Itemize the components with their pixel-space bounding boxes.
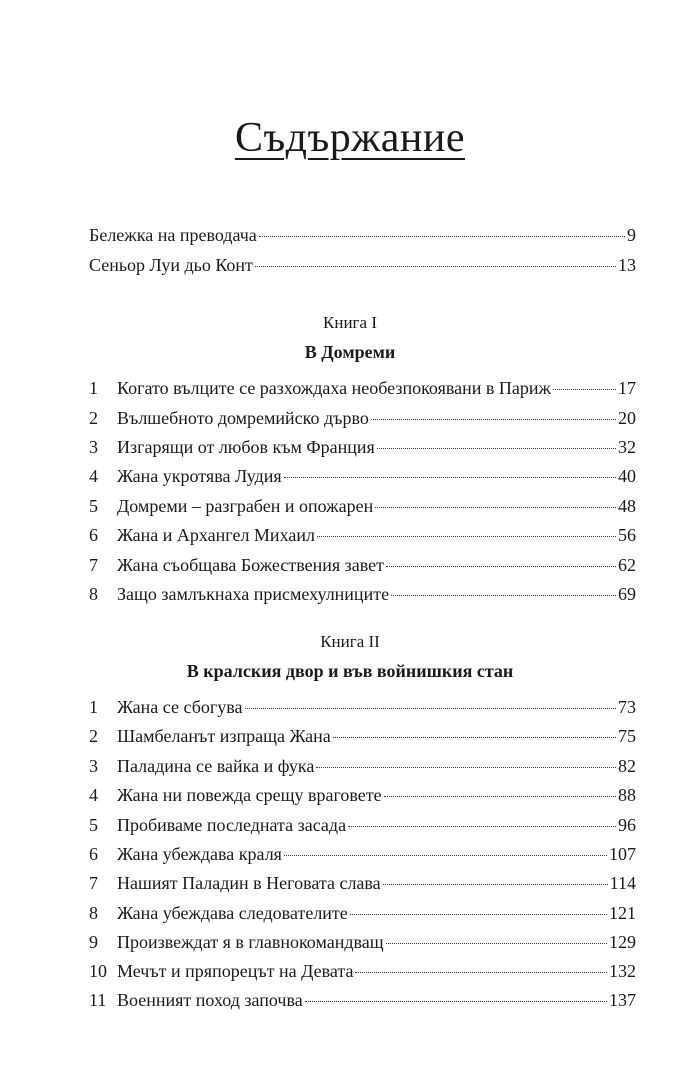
chapter-number: 11: [89, 990, 107, 1010]
chapter-page: 96: [618, 815, 636, 835]
book-title: В кралския двор и във войнишкия стан: [186, 661, 514, 681]
toc-chapter[interactable]: [89, 435, 636, 459]
chapter-title: Жана ни повежда срещу враговете: [117, 785, 382, 805]
toc-chapter[interactable]: [89, 783, 636, 807]
chapter-page: 82: [618, 756, 636, 776]
dot-leader: [245, 708, 617, 709]
chapter-number: 8: [89, 584, 98, 604]
chapter-page: 75: [618, 726, 636, 746]
toc-chapter[interactable]: [89, 582, 636, 606]
book-title: В Домреми: [304, 342, 396, 362]
chapter-number: 7: [89, 555, 98, 575]
chapter-page: 132: [609, 961, 636, 981]
chapter-title: Жана съобщава Божествения завет: [117, 555, 385, 575]
chapter-title: Жана и Архангел Михаил: [117, 525, 315, 545]
chapter-number: 10: [89, 961, 107, 981]
chapter-title: Вълшебното домремийско дърво: [117, 408, 369, 428]
toc-chapter[interactable]: [89, 406, 636, 430]
chapter-number: 3: [89, 437, 98, 457]
chapter-title: Когато вълците се разхождаха необезпокоявани в Париж: [117, 378, 551, 398]
book-label: Книга I: [323, 313, 377, 332]
chapter-number: 4: [89, 785, 98, 805]
page-title: Съдържание: [234, 115, 466, 161]
toc-entry-sieur-louis[interactable]: [89, 253, 636, 277]
toc-chapter[interactable]: [89, 871, 636, 895]
toc-chapter[interactable]: [89, 988, 636, 1012]
chapter-number: 1: [89, 378, 98, 398]
toc-chapter[interactable]: [89, 695, 636, 719]
chapter-page: 20: [618, 408, 636, 428]
chapter-title: Мечът и пряпорецът на Девата: [117, 961, 354, 981]
chapter-title: Жана убеждава краля: [117, 844, 282, 864]
toc-chapter[interactable]: [89, 959, 636, 983]
chapter-page: 88: [618, 785, 636, 805]
dot-leader: [348, 826, 616, 827]
chapter-number: 1: [89, 697, 98, 717]
chapter-page: 69: [618, 584, 636, 604]
dot-leader: [384, 796, 616, 797]
chapter-title: Шамбеланът изпраща Жана: [117, 726, 331, 746]
toc-chapter[interactable]: [89, 376, 636, 400]
toc-entry-title: Сеньор Луи дьо Конт: [89, 255, 253, 275]
chapter-number: 3: [89, 756, 98, 776]
dot-leader: [355, 972, 607, 973]
chapter-page: 107: [609, 844, 636, 864]
toc-chapter[interactable]: [89, 813, 636, 837]
dot-leader: [305, 1001, 607, 1002]
chapter-page: 129: [609, 932, 636, 952]
dot-leader: [255, 266, 616, 267]
dot-leader: [383, 884, 608, 885]
chapter-title: Жана се сбогува: [117, 697, 243, 717]
toc-chapter[interactable]: [89, 494, 636, 518]
dot-leader: [371, 419, 616, 420]
chapter-title: Нашият Паладин в Неговата слава: [117, 873, 381, 893]
chapter-page: 114: [609, 873, 636, 893]
toc-chapter[interactable]: [89, 930, 636, 954]
toc-chapter[interactable]: [89, 523, 636, 547]
chapter-title: Жана укротява Лудия: [117, 466, 282, 486]
dot-leader: [316, 767, 616, 768]
dot-leader: [391, 595, 616, 596]
dot-leader: [317, 536, 616, 537]
toc-entry-page: 9: [627, 225, 636, 245]
chapter-page: 48: [618, 496, 636, 516]
toc-chapter[interactable]: [89, 842, 636, 866]
chapter-page: 17: [618, 378, 636, 398]
chapter-number: 8: [89, 903, 98, 923]
chapter-title: Паладина се вайка и фука: [117, 756, 315, 776]
dot-leader: [553, 389, 616, 390]
dot-leader: [350, 914, 607, 915]
dot-leader: [333, 737, 616, 738]
chapter-page: 32: [618, 437, 636, 457]
toc-entry-title: Бележка на преводача: [89, 225, 257, 245]
chapter-page: 137: [609, 990, 636, 1010]
toc-chapter[interactable]: [89, 464, 636, 488]
chapter-number: 4: [89, 466, 98, 486]
chapter-title: Изгарящи от любов към Франция: [117, 437, 375, 457]
dot-leader: [259, 236, 625, 237]
dot-leader: [284, 477, 616, 478]
dot-leader: [386, 943, 607, 944]
chapter-number: 2: [89, 726, 98, 746]
toc-chapter[interactable]: [89, 754, 636, 778]
dot-leader: [375, 507, 616, 508]
chapter-number: 9: [89, 932, 98, 952]
toc-entry-page: 13: [618, 255, 636, 275]
chapter-page: 62: [618, 555, 636, 575]
chapter-title: Защо замлъкнаха присмехулниците: [117, 584, 390, 604]
chapter-title: Военният поход започва: [117, 990, 303, 1010]
chapter-title: Произвеждат я в главнокомандващ: [117, 932, 384, 952]
dot-leader: [284, 855, 607, 856]
toc-entry-translator-note[interactable]: [89, 223, 636, 247]
book-heading-1: [0, 312, 700, 364]
chapter-page: 121: [609, 903, 636, 923]
toc-chapter[interactable]: [89, 901, 636, 925]
chapter-title: Домреми – разграбен и опожарен: [117, 496, 374, 516]
chapter-page: 73: [618, 697, 636, 717]
chapter-number: 7: [89, 873, 98, 893]
chapter-number: 5: [89, 815, 98, 835]
chapter-page: 56: [618, 525, 636, 545]
chapter-title: Жана убеждава следователите: [117, 903, 348, 923]
dot-leader: [377, 448, 616, 449]
chapter-page: 40: [618, 466, 636, 486]
dot-leader: [386, 566, 616, 567]
chapter-title: Пробиваме последната засада: [117, 815, 347, 835]
chapter-number: 6: [89, 844, 98, 864]
book-heading-2: [0, 631, 700, 683]
chapter-number: 6: [89, 525, 98, 545]
chapter-number: 5: [89, 496, 98, 516]
toc-chapter[interactable]: [89, 553, 636, 577]
book-label: Книга II: [320, 632, 380, 651]
toc-chapter[interactable]: [89, 724, 636, 748]
chapter-number: 2: [89, 408, 98, 428]
